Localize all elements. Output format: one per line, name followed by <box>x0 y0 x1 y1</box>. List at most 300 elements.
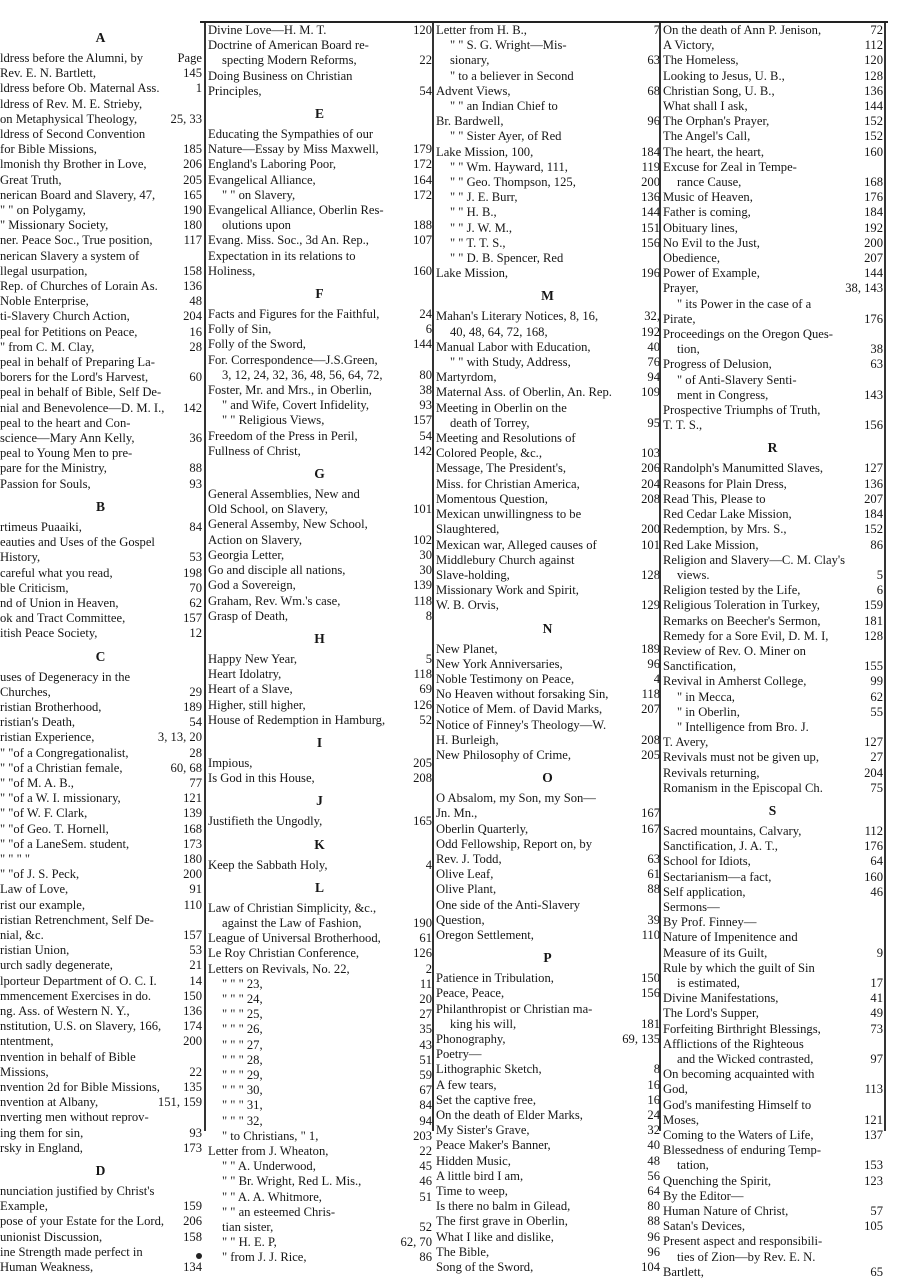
entry-title: ldress of Second Convention <box>0 127 146 142</box>
entry-page-number: 24 <box>419 307 432 322</box>
entry-title: Heart of a Slave, <box>208 682 293 697</box>
index-entry <box>436 23 660 38</box>
entry-title: " " with Study, Address, <box>450 355 571 370</box>
index-entry <box>0 1184 202 1199</box>
entry-title: Sermons— <box>663 899 720 914</box>
entry-title: Coming to the Waters of Life, <box>663 1128 814 1143</box>
index-entry <box>663 205 883 220</box>
entry-title: " " an esteemed Chris- <box>222 1204 336 1219</box>
entry-page-number: 51 <box>419 1052 432 1067</box>
index-entry <box>663 1174 883 1189</box>
entry-title: " " " 27, <box>222 1037 263 1052</box>
entry-page-number: 76 <box>647 355 660 370</box>
entry-page-number: 151 <box>641 220 660 235</box>
entry-title: views. <box>677 567 710 582</box>
index-entry <box>0 416 202 431</box>
entry-title: Divine Manifestations, <box>663 991 779 1006</box>
entry-title: Go and disciple all nations, <box>208 563 346 578</box>
index-entry <box>436 718 660 733</box>
index-entry <box>663 38 883 53</box>
entry-title: Review of Rev. O. Miner on <box>663 643 806 658</box>
entry-title: unionist Discussion, <box>0 1229 103 1244</box>
entry-page-number: 126 <box>413 946 432 961</box>
entry-title: " " " " <box>0 851 31 866</box>
index-entry <box>0 867 202 882</box>
section-letter-heading: R <box>767 440 779 456</box>
entry-title: Oberlin Quarterly, <box>436 821 529 836</box>
entry-title: ldress of Rev. M. E. Strieby, <box>0 96 143 111</box>
index-entry <box>0 1126 202 1141</box>
index-entry <box>208 682 432 697</box>
entry-title: Time to weep, <box>436 1184 508 1199</box>
entry-page-number: 22 <box>419 53 432 68</box>
index-entry <box>436 1260 660 1275</box>
index-entry <box>436 145 660 160</box>
entry-page-number: 205 <box>641 747 660 762</box>
entry-title: rance Cause, <box>677 175 742 190</box>
entry-title: nial, &c. <box>0 927 44 942</box>
section-letter-heading: N <box>542 620 554 636</box>
entry-title: " " T. T. S., <box>450 235 506 250</box>
entry-page-number: 94 <box>419 1113 432 1128</box>
index-entry <box>208 713 432 728</box>
entry-page-number: 174 <box>183 1019 202 1034</box>
index-entry <box>0 309 202 324</box>
entry-page-number: 159 <box>864 598 883 613</box>
index-entry <box>663 327 883 342</box>
entry-title: Miss. for Christian America, <box>436 476 580 491</box>
entry-title: " and Wife, Covert Infidelity, <box>222 398 369 413</box>
entry-title: Poetry— <box>436 1047 482 1062</box>
section-letter-heading: C <box>95 648 107 664</box>
index-column-1 <box>0 23 202 1275</box>
entry-title: Self application, <box>663 884 746 899</box>
index-entry <box>208 23 432 38</box>
entry-page-number: 120 <box>413 23 432 37</box>
entry-page-number: 54 <box>189 715 202 730</box>
index-entry <box>208 84 432 99</box>
index-entry <box>208 517 432 532</box>
index-entry <box>663 900 883 915</box>
index-entry <box>208 249 432 264</box>
index-entry <box>0 157 202 172</box>
entry-page-number: 157 <box>183 611 202 626</box>
entry-page-number: 40 <box>647 339 660 354</box>
entry-page-number: 143 <box>864 387 883 402</box>
index-entry <box>0 989 202 1004</box>
entry-page-number: 96 <box>647 1244 660 1259</box>
index-entry <box>436 733 660 748</box>
index-entry <box>663 145 883 160</box>
index-entry <box>663 373 883 388</box>
entry-page-number: 88 <box>647 882 660 897</box>
entry-page-number: 16 <box>647 1092 660 1107</box>
entry-page-number: 8 <box>653 1062 660 1077</box>
entry-page-number: 11 <box>419 976 432 991</box>
entry-page-number: 110 <box>641 927 660 942</box>
index-entry <box>0 112 202 127</box>
entry-title: Grasp of Death, <box>208 608 289 623</box>
entry-title: By Prof. Finney— <box>663 915 757 930</box>
entry-title: king his will, <box>450 1016 517 1031</box>
entry-title: By the Editor— <box>663 1188 744 1203</box>
index-entry <box>663 870 883 885</box>
entry-page-number: 152 <box>864 129 883 144</box>
index-entry <box>436 1062 660 1077</box>
entry-title: Reasons for Plain Dress, <box>663 476 787 491</box>
entry-title: For. Correspondence—J.S.Green, <box>208 352 378 367</box>
entry-page-number: 208 <box>641 732 660 747</box>
entry-title: Passion for Souls, <box>0 476 91 491</box>
entry-title: Missions, <box>0 1064 49 1079</box>
entry-page-number: 96 <box>647 1229 660 1244</box>
entry-title: careful what you read, <box>0 565 113 580</box>
index-entry <box>0 66 202 81</box>
entry-title: " " J. W. M., <box>450 220 513 235</box>
index-entry <box>663 1128 883 1143</box>
entry-title: Human Weakness, <box>0 1260 94 1275</box>
entry-page-number: 30 <box>419 547 432 562</box>
section-letter-heading: E <box>314 106 325 122</box>
index-entry <box>0 294 202 309</box>
entry-page-number: 165 <box>413 814 432 829</box>
entry-title: Message, The President's, <box>436 461 567 476</box>
entry-page-number: 54 <box>419 428 432 443</box>
entry-page-number: 135 <box>183 1080 202 1094</box>
entry-title: Evangelical Alliance, Oberlin Res- <box>208 203 384 218</box>
entry-page-number: 190 <box>413 915 432 930</box>
entry-title: New York Anniversaries, <box>436 656 563 671</box>
entry-page-number: 205 <box>183 172 202 187</box>
index-entry <box>0 51 202 66</box>
entry-title: lporteur Department of O. C. I. <box>0 973 157 988</box>
index-entry <box>436 598 660 613</box>
entry-title: " "of a Christian female, <box>0 760 123 775</box>
index-entry <box>0 596 202 611</box>
index-entry <box>436 971 660 986</box>
index-entry <box>0 1230 202 1245</box>
entry-title: " of Anti-Slavery Senti- <box>677 372 797 387</box>
entry-title: " " on Polygamy, <box>0 203 86 218</box>
entry-page-number: 181 <box>864 613 883 628</box>
index-entry <box>436 266 660 281</box>
entry-title: New Planet, <box>436 641 498 656</box>
entry-title: Religion and Slavery—C. M. Clay's <box>663 552 846 567</box>
entry-page-number: 173 <box>183 1140 202 1155</box>
entry-title: Principles, <box>208 83 262 98</box>
index-entry <box>663 251 883 266</box>
entry-title: Educating the Sympathies of our <box>208 127 374 142</box>
index-entry <box>0 791 202 806</box>
entry-page-number: 63 <box>870 357 883 372</box>
index-entry <box>663 114 883 129</box>
index-entry <box>208 1053 432 1068</box>
entry-page-number: 41 <box>870 991 883 1006</box>
entry-page-number: 158 <box>183 263 202 278</box>
entry-page-number: 57 <box>870 1204 883 1219</box>
entry-title: Keep the Sabbath Holy, <box>208 857 328 872</box>
entry-page-number: 68 <box>647 83 660 98</box>
entry-page-number: 159 <box>183 1199 202 1214</box>
entry-page-number: 73 <box>870 1021 883 1036</box>
entry-title: rtimeus Puaaiki, <box>0 519 82 534</box>
entry-page-number: 150 <box>183 988 202 1003</box>
entry-page-number: Page <box>177 51 202 65</box>
entry-title: ristian's Death, <box>0 715 76 730</box>
entry-page-number: 93 <box>189 476 202 491</box>
index-entry <box>0 1065 202 1080</box>
entry-title: Notice of Mem. of David Marks, <box>436 702 603 717</box>
section-letter-heading: K <box>314 836 326 852</box>
entry-title: ble Criticism, <box>0 580 69 595</box>
index-entry <box>663 357 883 372</box>
entry-title: nial and Benevolence—D. M. I., <box>0 400 165 415</box>
entry-page-number: 86 <box>419 1250 432 1265</box>
entry-title: A few tears, <box>436 1077 497 1092</box>
index-entry <box>436 190 660 205</box>
index-entry <box>663 297 883 312</box>
entry-title: England's Laboring Poor, <box>208 157 337 172</box>
entry-page-number: 129 <box>641 598 660 613</box>
entry-title: " "of a LaneSem. student, <box>0 836 130 851</box>
entry-page-number: 180 <box>183 218 202 233</box>
entry-title: mmencement Exercises in do. <box>0 988 152 1003</box>
entry-page-number: 196 <box>641 266 660 281</box>
entry-page-number: 64 <box>870 854 883 869</box>
entry-title: " " " 24, <box>222 991 263 1006</box>
index-entry <box>208 652 432 667</box>
entry-page-number: 120 <box>864 53 883 68</box>
entry-page-number: 123 <box>864 1173 883 1188</box>
entry-page-number: 136 <box>641 190 660 205</box>
entry-page-number: 63 <box>647 851 660 866</box>
index-entry <box>663 84 883 99</box>
entry-title: llegal usurpation, <box>0 263 88 278</box>
index-entry <box>208 264 432 279</box>
index-entry <box>436 38 660 53</box>
entry-page-number: 176 <box>864 839 883 854</box>
entry-page-number: 185 <box>183 142 202 157</box>
index-entry <box>0 173 202 188</box>
index-entry <box>436 568 660 583</box>
index-column-2 <box>208 23 432 1265</box>
index-entry <box>208 771 432 786</box>
entry-title: Evangelical Alliance, <box>208 172 316 187</box>
entry-title: Nature of Impenitence and <box>663 930 798 945</box>
entry-title: olutions upon <box>222 218 291 233</box>
index-entry <box>208 127 432 142</box>
index-entry <box>436 913 660 928</box>
index-entry <box>0 882 202 897</box>
entry-page-number: 6 <box>425 322 432 337</box>
entry-title: Hidden Music, <box>436 1153 511 1168</box>
entry-page-number: 39 <box>647 912 660 927</box>
entry-page-number: 192 <box>641 324 660 339</box>
entry-title: T. T. S., <box>663 418 703 433</box>
entry-title: Colored People, &c., <box>436 446 542 461</box>
index-entry <box>208 594 432 609</box>
index-entry <box>208 609 432 624</box>
entry-title: Letters on Revivals, No. 22, <box>208 961 350 976</box>
index-entry <box>0 670 202 685</box>
index-entry <box>436 160 660 175</box>
entry-title: nvention at Albany, <box>0 1095 99 1110</box>
index-entry <box>663 281 883 296</box>
section-letter-heading: O <box>542 770 554 786</box>
index-entry <box>436 1032 660 1047</box>
index-entry <box>436 221 660 236</box>
entry-page-number: 75 <box>870 780 883 795</box>
entry-page-number: 208 <box>641 491 660 506</box>
entry-title: ine Strength made perfect in <box>0 1244 143 1259</box>
entry-page-number: 61 <box>419 931 432 946</box>
index-entry <box>663 53 883 68</box>
index-entry <box>663 403 883 418</box>
index-entry <box>663 236 883 251</box>
index-entry <box>663 461 883 476</box>
entry-page-number: 207 <box>864 491 883 506</box>
index-entry <box>436 1047 660 1062</box>
entry-title: The Homeless, <box>663 53 739 68</box>
entry-page-number: 179 <box>413 142 432 157</box>
index-entry <box>208 1068 432 1083</box>
entry-title: borers for the Lord's Harvest, <box>0 370 149 385</box>
section-letter-heading: F <box>315 286 325 302</box>
entry-title: " from J. J. Rice, <box>222 1250 307 1265</box>
index-entry <box>0 581 202 596</box>
entry-title: Momentous Question, <box>436 491 548 506</box>
entry-page-number: 184 <box>864 507 883 522</box>
index-entry <box>0 958 202 973</box>
entry-title: Revivals returning, <box>663 765 760 780</box>
entry-title: " to Christians, " 1, <box>222 1128 319 1143</box>
index-entry <box>0 188 202 203</box>
index-entry <box>0 761 202 776</box>
entry-title: specting Modern Reforms, <box>222 53 357 68</box>
entry-title: God a Sovereign, <box>208 578 296 593</box>
entry-title: " "of Geo. T. Hornell, <box>0 821 109 836</box>
index-entry <box>663 976 883 991</box>
index-entry <box>208 1083 432 1098</box>
index-entry <box>663 1158 883 1173</box>
index-entry <box>436 236 660 251</box>
column-divider <box>884 23 886 1131</box>
entry-title: 3, 12, 24, 32, 36, 48, 56, 64, 72, <box>222 367 383 382</box>
entry-page-number: 126 <box>413 697 432 712</box>
entry-page-number: 48 <box>647 1153 660 1168</box>
index-entry <box>0 477 202 492</box>
section-letter-heading: B <box>95 498 106 514</box>
entry-title: Divine Love—H. M. T. <box>208 23 327 37</box>
entry-title: Philanthropist or Christian ma- <box>436 1001 593 1016</box>
entry-title: tion, <box>677 342 700 357</box>
entry-title: lmonish thy Brother in Love, <box>0 157 147 172</box>
entry-title: Georgia Letter, <box>208 547 285 562</box>
entry-title: " from C. M. Clay, <box>0 339 95 354</box>
entry-page-number: 127 <box>864 735 883 750</box>
entry-title: tation, <box>677 1158 709 1173</box>
entry-title: Great Truth, <box>0 172 62 187</box>
entry-page-number: 121 <box>864 1112 883 1127</box>
index-entry <box>663 190 883 205</box>
entry-page-number: 102 <box>413 532 432 547</box>
index-entry <box>436 507 660 522</box>
index-entry <box>0 446 202 461</box>
entry-title: Quenching the Spirit, <box>663 1173 772 1188</box>
entry-page-number: 188 <box>413 218 432 233</box>
index-entry <box>208 307 432 322</box>
index-entry <box>663 1265 883 1280</box>
entry-page-number: 160 <box>413 263 432 278</box>
index-entry <box>0 461 202 476</box>
index-entry <box>436 251 660 266</box>
index-entry <box>0 928 202 943</box>
entry-title: pare for the Ministry, <box>0 461 107 476</box>
entry-title: Example, <box>0 1199 48 1214</box>
section-letter-heading: P <box>543 950 553 966</box>
entry-page-number: 99 <box>870 674 883 689</box>
entry-title: ristian Union, <box>0 943 70 958</box>
entry-page-number: 95 <box>647 415 660 430</box>
index-entry <box>663 342 883 357</box>
index-entry <box>208 1220 432 1235</box>
index-entry <box>0 974 202 989</box>
entry-title: rist our example, <box>0 897 85 912</box>
entry-page-number: 51 <box>419 1189 432 1204</box>
index-entry <box>663 750 883 765</box>
entry-title: is estimated, <box>677 975 740 990</box>
entry-page-number: 16 <box>189 324 202 339</box>
entry-page-number: 152 <box>864 114 883 129</box>
entry-title: on Metaphysical Theology, <box>0 111 138 126</box>
entry-title: Law of Christian Simplicity, &c., <box>208 900 377 915</box>
index-entry <box>0 1004 202 1019</box>
entry-title: League of Universal Brotherhood, <box>208 931 381 946</box>
entry-title: The first grave in Oberlin, <box>436 1214 568 1229</box>
index-entry <box>208 1007 432 1022</box>
index-entry <box>663 854 883 869</box>
index-entry <box>436 1108 660 1123</box>
entry-title: Lake Mission, 100, <box>436 144 534 159</box>
entry-page-number: 156 <box>641 986 660 1001</box>
index-entry <box>436 898 660 913</box>
index-entry <box>208 69 432 84</box>
entry-page-number: 200 <box>641 522 660 537</box>
entry-title: Moses, <box>663 1112 700 1127</box>
index-entry <box>0 81 202 96</box>
entry-page-number: 205 <box>413 755 432 770</box>
entry-title: Romanism in the Episcopal Ch. <box>663 780 823 795</box>
entry-title: Slave-holding, <box>436 567 510 582</box>
entry-title: Sacred mountains, Calvary, <box>663 823 802 838</box>
entry-page-number: 142 <box>183 400 202 415</box>
index-entry <box>208 992 432 1007</box>
entry-title: Randolph's Manumitted Slaves, <box>663 461 824 476</box>
entry-page-number: 104 <box>641 1260 660 1275</box>
entry-title: What shall I ask, <box>663 99 748 114</box>
entry-title: Power of Example, <box>663 266 760 281</box>
entry-title: eauties and Uses of the Gospel <box>0 535 155 550</box>
entry-title: The Bible, <box>436 1244 490 1259</box>
entry-title: Revivals must not be given up, <box>663 750 820 765</box>
index-entry <box>436 477 660 492</box>
entry-page-number: 189 <box>183 699 202 714</box>
index-entry <box>0 355 202 370</box>
entry-page-number: 60 <box>189 370 202 385</box>
entry-title: " "of a Congregationalist, <box>0 745 129 760</box>
index-entry <box>436 538 660 553</box>
index-entry <box>208 383 432 398</box>
